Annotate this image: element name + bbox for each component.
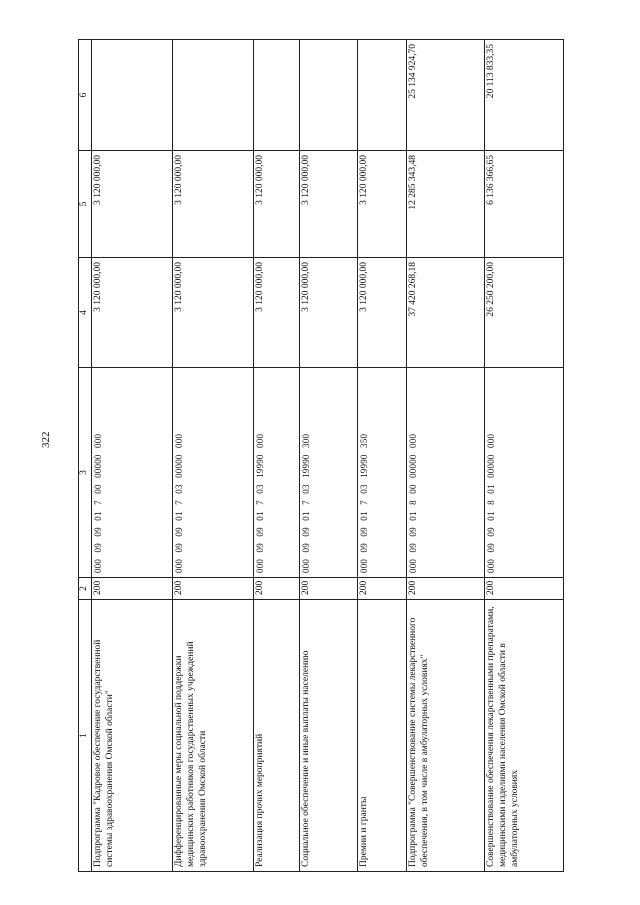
row-admin-code: 200 <box>91 578 172 600</box>
column-header: 2 <box>79 578 92 600</box>
table-row <box>485 40 564 872</box>
table-row <box>300 40 358 872</box>
table-row <box>407 40 485 872</box>
row-value-col5: 3 120 000,00 <box>173 151 254 258</box>
row-admin-code: 200 <box>300 578 358 600</box>
row-admin-code: 200 <box>254 578 300 600</box>
row-value-col5: 3 120 000,00 <box>358 151 407 258</box>
row-value-col6 <box>358 40 407 151</box>
column-header: 4 <box>79 258 92 368</box>
row-budget-code: 000 09 09 01 8 00 00000 000 <box>407 368 485 578</box>
row-value-col6: 25 134 924,70 <box>407 40 485 151</box>
row-value-col4: 3 120 000,00 <box>254 258 300 368</box>
row-name: Дифференцированные меры социальной поддержки медицинских работников государственных учреждений здравоохранения Омской области <box>173 600 254 872</box>
column-header: 3 <box>79 368 92 578</box>
row-budget-code: 000 09 09 01 7 00 00000 000 <box>91 368 172 578</box>
row-value-col5: 6 136 366,65 <box>485 151 564 258</box>
table-row <box>91 40 172 872</box>
row-name: Социальное обеспечение и иные выплаты населению <box>300 600 358 872</box>
row-admin-code: 200 <box>485 578 564 600</box>
row-value-col6 <box>254 40 300 151</box>
row-budget-code: 000 09 09 01 7 03 00000 000 <box>173 368 254 578</box>
row-name: Подпрограмма "Совершенствование системы лекарственного обеспечения, в том числе в амбулаторных условиях" <box>407 600 485 872</box>
row-value-col6: 20 113 833,35 <box>485 40 564 151</box>
row-admin-code: 200 <box>358 578 407 600</box>
column-header: 6 <box>79 40 92 151</box>
row-name: Премии и гранты <box>358 600 407 872</box>
row-name: Подпрограмма "Кадровое обеспечение государственной системы здравоохранения Омской области" <box>91 600 172 872</box>
row-value-col5: 3 120 000,00 <box>300 151 358 258</box>
row-name: Совершенствование обеспечения лекарственными препаратами, медицинскими изделиями населения Омской области в амбулаторных условиях <box>485 600 564 872</box>
table-row <box>358 40 407 872</box>
budget-table-rotated <box>78 40 564 872</box>
row-value-col4: 3 120 000,00 <box>300 258 358 368</box>
row-value-col6 <box>91 40 172 151</box>
row-value-col5: 12 285 343,48 <box>407 151 485 258</box>
table-row <box>173 40 254 872</box>
row-budget-code: 000 09 09 01 7 03 19990 350 <box>358 368 407 578</box>
row-value-col4: 3 120 000,00 <box>91 258 172 368</box>
page-number: 322 <box>40 431 52 448</box>
row-value-col4: 37 420 268,18 <box>407 258 485 368</box>
column-header: 5 <box>79 151 92 258</box>
row-value-col4: 26 250 200,00 <box>485 258 564 368</box>
column-header: 1 <box>79 600 92 872</box>
budget-table <box>78 39 564 872</box>
row-value-col4: 3 120 000,00 <box>173 258 254 368</box>
row-admin-code: 200 <box>407 578 485 600</box>
row-value-col4: 3 120 000,00 <box>358 258 407 368</box>
row-admin-code: 200 <box>173 578 254 600</box>
row-budget-code: 000 09 09 01 7 03 19990 000 <box>254 368 300 578</box>
row-value-col6 <box>173 40 254 151</box>
row-name: Реализация прочих мероприятий <box>254 600 300 872</box>
row-value-col6 <box>300 40 358 151</box>
row-budget-code: 000 09 09 01 7 03 19990 300 <box>300 368 358 578</box>
table-header-row <box>79 40 92 872</box>
table-row <box>254 40 300 872</box>
row-value-col5: 3 120 000,00 <box>91 151 172 258</box>
row-budget-code: 000 09 09 01 8 01 00000 000 <box>485 368 564 578</box>
row-value-col5: 3 120 000,00 <box>254 151 300 258</box>
